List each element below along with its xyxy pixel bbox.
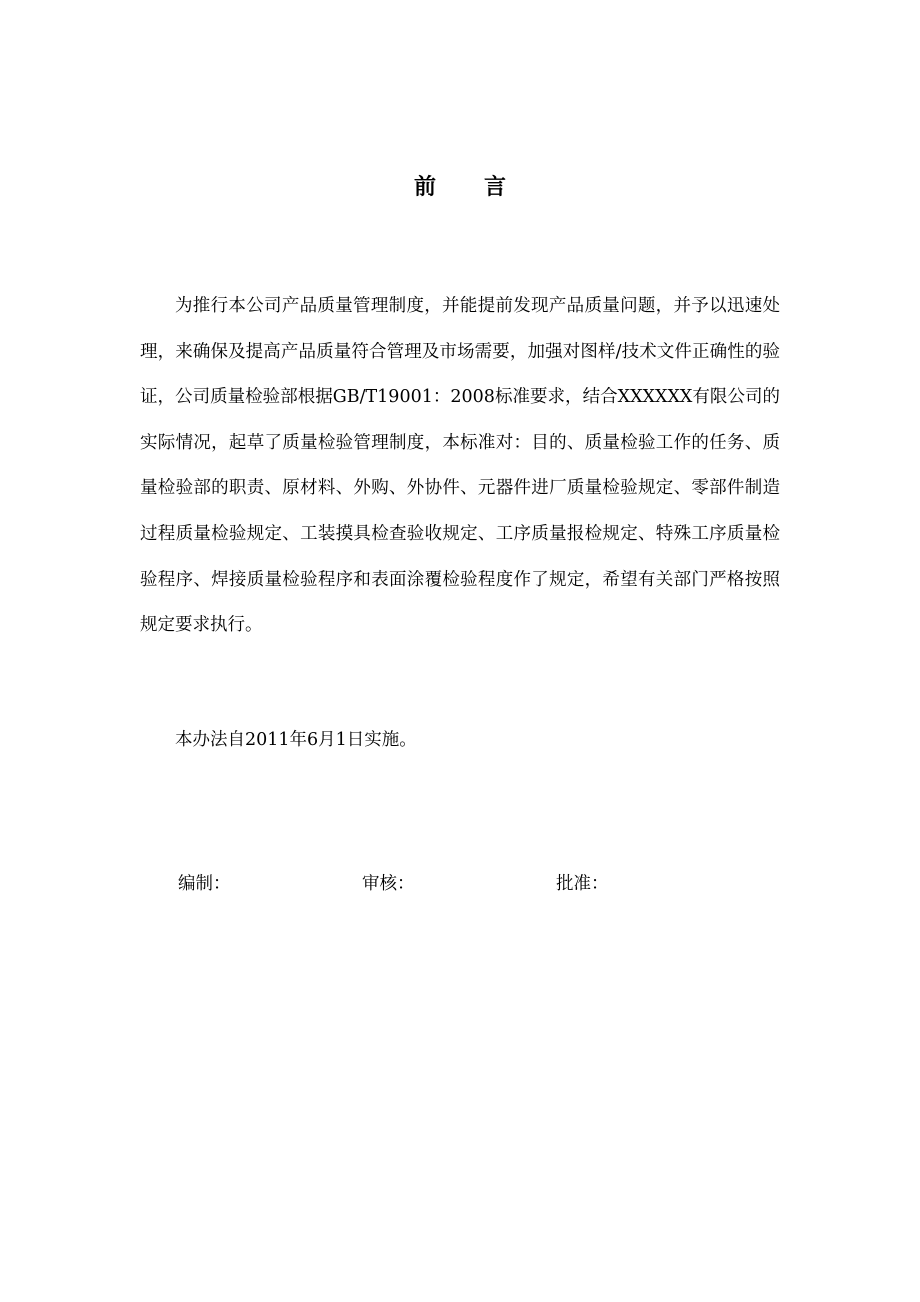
preface-paragraph: 为推行本公司产品质量管理制度，并能提前发现产品质量问题，并予以迅速处理，来确保及提高产品质量符合管理及市场需要，加强对图样/技术文件正确性的验证，公司质量检验部根据GB/T19001：2008标准要求，结合XXXXXX有限公司的实际情况，起草了质量检验管理制度，本标准对：目的、质量检验工作的任务、质量检验部的职责、原材料、外购、外协件、元器件进厂质量检验规定、零部件制造过程质量检验规定、工装摸具检查验收规定、工序质量报检规定、特殊工序质量检验程序、焊接质量检验程序和表面涂覆检验程度作了规定，希望有关部门严格按照规定要求执行。 [140,296,780,636]
reviewer-label: 审核： [362,874,415,894]
page-title: 前言 [413,174,554,200]
approver-label: 批准： [556,874,609,894]
effective-date-paragraph: 本办法自2011年6月1日实施。 [175,730,417,750]
signoff-row [0,864,920,904]
editor-label: 编制： [178,874,231,894]
